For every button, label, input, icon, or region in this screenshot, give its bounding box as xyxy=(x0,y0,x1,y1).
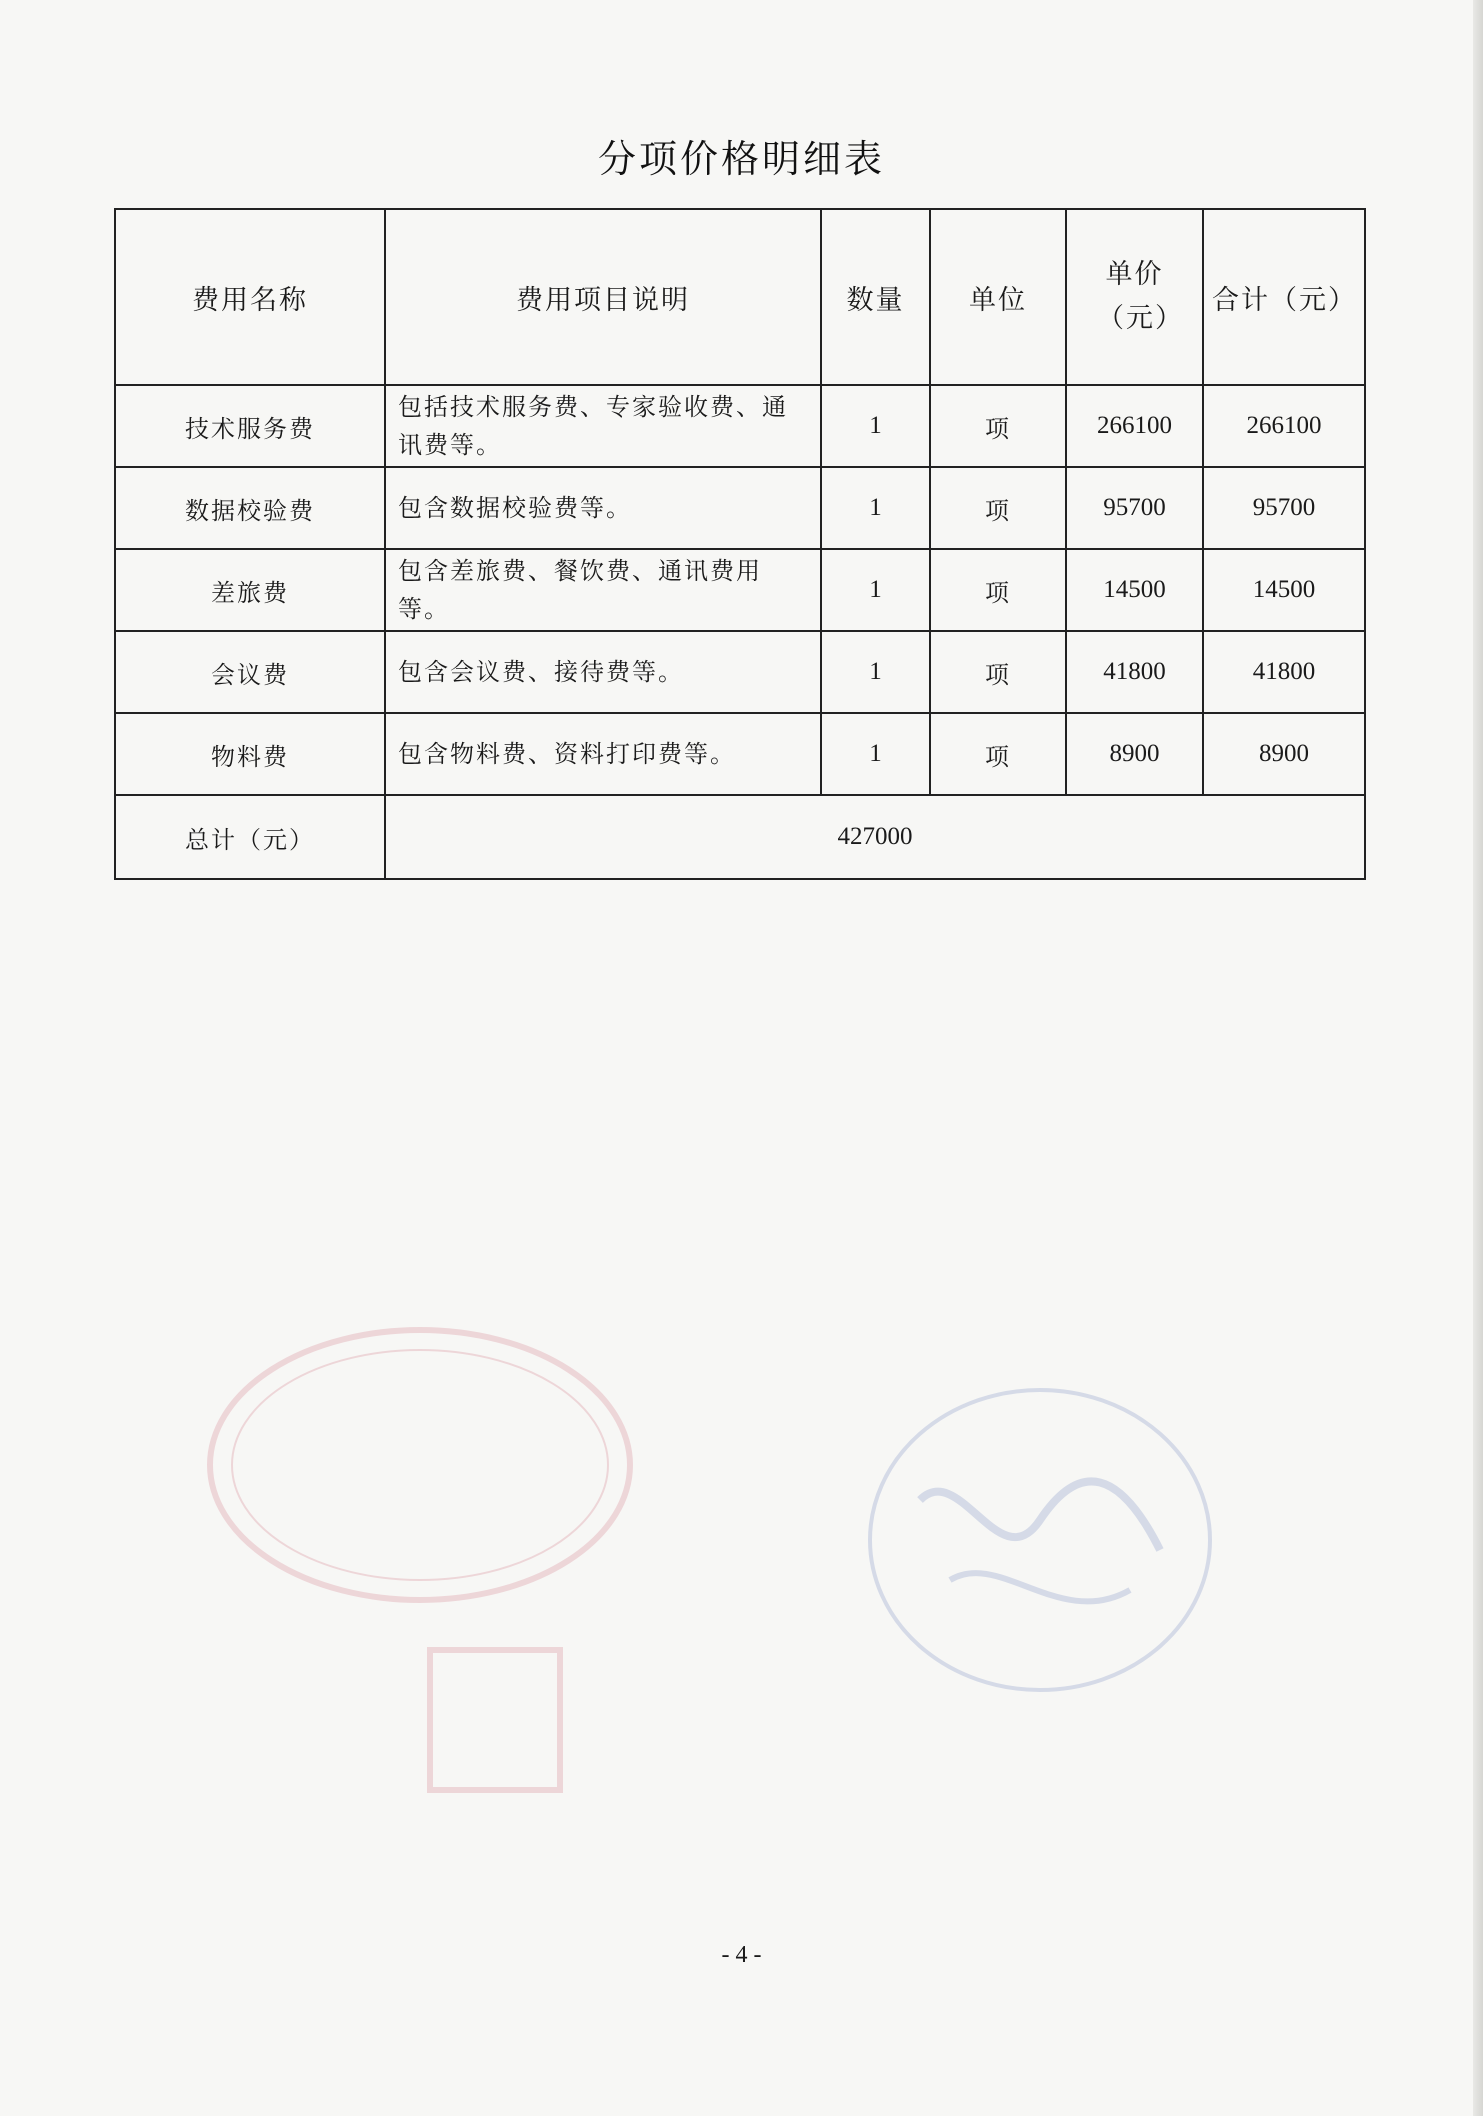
table-row xyxy=(115,713,1365,795)
row-unit: 项 xyxy=(930,631,1066,713)
row-unit-price: 266100 xyxy=(1066,385,1203,467)
row-description: 包含数据校验费等。 xyxy=(385,467,821,549)
row-quantity: 1 xyxy=(821,631,930,713)
page-edge-shadow xyxy=(1473,0,1483,2116)
row-description: 包含会议费、接待费等。 xyxy=(385,631,821,713)
header-name: 费用名称 xyxy=(115,209,385,385)
header-subtotal: 合计（元） xyxy=(1203,209,1365,385)
blue-signature-mark xyxy=(860,1380,1220,1700)
row-description: 包括技术服务费、专家验收费、通讯费等。 xyxy=(385,385,821,467)
price-detail-table xyxy=(114,208,1366,880)
header-quantity: 数量 xyxy=(821,209,930,385)
row-unit-price: 41800 xyxy=(1066,631,1203,713)
row-unit-price: 95700 xyxy=(1066,467,1203,549)
table-header-row xyxy=(115,209,1365,385)
row-name: 差旅费 xyxy=(115,549,385,631)
row-name: 技术服务费 xyxy=(115,385,385,467)
row-name: 会议费 xyxy=(115,631,385,713)
row-quantity: 1 xyxy=(821,549,930,631)
document-title: 分项价格明细表 xyxy=(597,137,885,181)
row-subtotal: 266100 xyxy=(1203,385,1365,467)
header-unit-price: 单价（元） xyxy=(1066,209,1203,385)
row-unit: 项 xyxy=(930,713,1066,795)
row-name: 数据校验费 xyxy=(115,467,385,549)
table-row xyxy=(115,631,1365,713)
header-description: 费用项目说明 xyxy=(385,209,821,385)
table-row xyxy=(115,385,1365,467)
total-row xyxy=(115,795,1365,879)
row-description: 包含物料费、资料打印费等。 xyxy=(385,713,821,795)
row-name: 物料费 xyxy=(115,713,385,795)
page-number: - 4 - xyxy=(721,1942,762,1968)
row-subtotal: 41800 xyxy=(1203,631,1365,713)
table-row xyxy=(115,467,1365,549)
row-quantity: 1 xyxy=(821,385,930,467)
row-subtotal: 14500 xyxy=(1203,549,1365,631)
red-square-seal-mark xyxy=(425,1645,565,1795)
total-value: 427000 xyxy=(385,795,1365,879)
row-unit: 项 xyxy=(930,467,1066,549)
row-subtotal: 95700 xyxy=(1203,467,1365,549)
row-quantity: 1 xyxy=(821,713,930,795)
row-unit-price: 8900 xyxy=(1066,713,1203,795)
red-seal-mark xyxy=(200,1310,640,1620)
row-unit: 项 xyxy=(930,549,1066,631)
row-unit-price: 14500 xyxy=(1066,549,1203,631)
header-unit: 单位 xyxy=(930,209,1066,385)
row-unit: 项 xyxy=(930,385,1066,467)
table-row xyxy=(115,549,1365,631)
row-quantity: 1 xyxy=(821,467,930,549)
total-label: 总计（元） xyxy=(115,795,385,879)
row-description: 包含差旅费、餐饮费、通讯费用等。 xyxy=(385,549,821,631)
row-subtotal: 8900 xyxy=(1203,713,1365,795)
